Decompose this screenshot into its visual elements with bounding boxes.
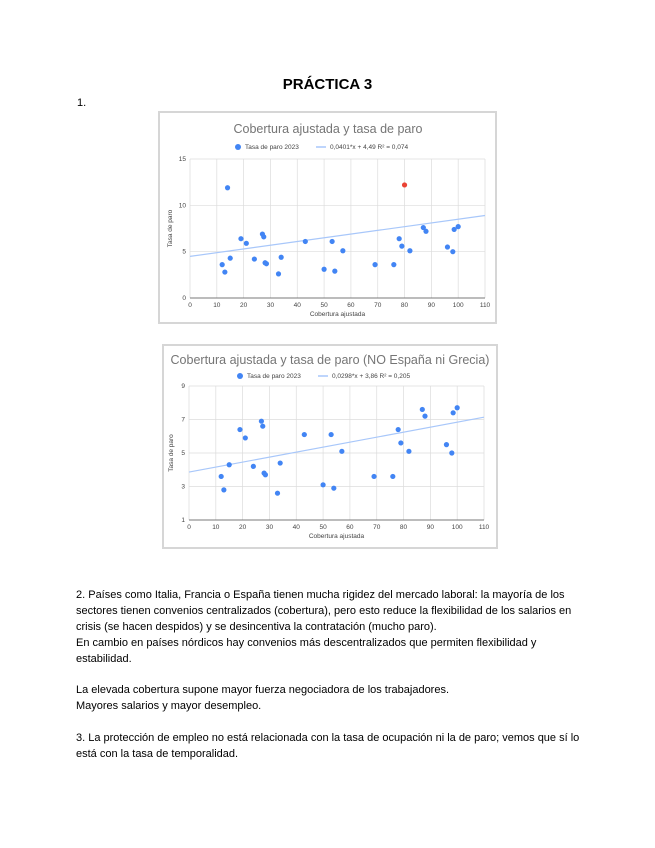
data-point [455, 405, 460, 410]
data-point [330, 239, 335, 244]
data-point [261, 234, 266, 239]
data-point [278, 460, 283, 465]
data-point [329, 432, 334, 437]
data-point [406, 449, 411, 454]
x-tick-label: 100 [452, 302, 464, 309]
data-point [251, 464, 256, 469]
answer-2-paragraph-2: En cambio en países nórdicos hay convenios más descentralizados que permiten flexibilidad y estabilidad. [76, 637, 537, 665]
data-point [275, 491, 280, 496]
data-point [332, 269, 337, 274]
chart-cobertura-paro-sin-espana-grecia [162, 344, 498, 549]
x-tick-label: 20 [239, 524, 247, 531]
data-point [423, 229, 428, 234]
data-point [260, 424, 265, 429]
data-point [321, 267, 326, 272]
y-tick-label: 1 [181, 517, 185, 524]
data-point [238, 236, 243, 241]
x-tick-label: 30 [266, 302, 275, 309]
x-tick-label: 70 [374, 302, 382, 309]
answer-2-paragraph-3: La elevada cobertura supone mayor fuerza negociadora de los trabajadores. [76, 684, 450, 696]
data-point [263, 472, 268, 477]
x-tick-label: 50 [319, 524, 327, 531]
y-tick-label: 0 [182, 295, 186, 302]
x-tick-label: 50 [320, 302, 328, 309]
y-tick-label: 9 [181, 383, 185, 390]
data-point [371, 474, 376, 479]
data-point [221, 487, 226, 492]
x-tick-label: 110 [478, 524, 490, 531]
x-tick-label: 0 [187, 524, 191, 531]
answer-3 [76, 730, 581, 762]
data-point [340, 248, 345, 253]
x-tick-label: 0 [188, 302, 192, 309]
x-tick-label: 60 [346, 524, 354, 531]
data-point [450, 249, 455, 254]
data-point [397, 236, 402, 241]
x-tick-label: 20 [240, 302, 248, 309]
data-point [252, 256, 257, 261]
x-tick-label: 90 [426, 524, 434, 531]
legend-series-marker [237, 373, 243, 379]
legend-series-label: Tasa de paro 2023 [245, 144, 299, 151]
data-point [225, 185, 230, 190]
y-tick-label: 10 [178, 202, 186, 210]
data-point [456, 224, 461, 229]
answer-2 [76, 587, 581, 667]
x-tick-label: 40 [292, 524, 300, 531]
data-point [219, 474, 224, 479]
data-point [303, 239, 308, 244]
x-axis-label: Cobertura ajustada [309, 311, 366, 318]
data-point [444, 442, 449, 447]
y-tick-label: 5 [181, 450, 185, 457]
data-point [276, 271, 281, 276]
x-tick-label: 100 [451, 524, 463, 531]
data-point [391, 262, 396, 267]
data-point [237, 427, 242, 432]
data-point [222, 269, 227, 274]
x-tick-label: 10 [212, 524, 220, 531]
data-point [220, 262, 225, 267]
answer-2-paragraph-4: Mayores salarios y mayor desempleo. [76, 700, 262, 712]
data-point [339, 449, 344, 454]
data-point [396, 427, 401, 432]
data-point [320, 482, 325, 487]
answer-3-paragraph-1: 3. La protección de empleo no está relacionada con la tasa de ocupación ni la de paro; vemos que sí lo está con la tasa de temporalidad. [76, 732, 580, 760]
data-point [399, 244, 404, 249]
answer-2-paragraph-1: 2. Países como Italia, Francia o España tienen mucha rigidez del mercado laboral: la mayoría de los sectores tienen convenios centralizados (cobertura), pero esto reduce la flexibilidad de los salarios en crisis (se hacen despidos) y se desincentiva la contratación (mucho paro). [76, 589, 572, 633]
x-tick-label: 40 [293, 302, 301, 309]
x-tick-label: 80 [400, 302, 409, 309]
question-1-number: 1. [77, 97, 87, 109]
chart-2-svg [164, 346, 496, 547]
chart-title: Cobertura ajustada y tasa de paro [233, 122, 423, 136]
x-tick-label: 90 [427, 302, 435, 309]
data-point [331, 486, 336, 491]
legend-series-label: Tasa de paro 2023 [247, 373, 301, 380]
chart-cobertura-paro [158, 111, 497, 324]
page-title: PRÁCTICA 3 [282, 76, 373, 93]
data-point [451, 410, 456, 415]
legend-series-marker [235, 144, 241, 150]
data-point [279, 255, 284, 260]
legend-trend-label: 0,0401*x + 4,49 R² = 0,074 [330, 144, 409, 151]
data-point [449, 450, 454, 455]
y-tick-label: 15 [178, 156, 186, 163]
y-tick-label: 7 [181, 416, 185, 424]
data-point [228, 256, 233, 261]
y-axis-label: Tasa de paro [167, 209, 174, 248]
y-tick-label: 5 [182, 248, 186, 256]
x-tick-label: 110 [479, 302, 491, 309]
trendline [190, 216, 485, 257]
y-axis-label: Tasa de paro [168, 434, 175, 472]
data-point [422, 414, 427, 419]
chart-title: Cobertura ajustada y tasa de paro (NO España ni Grecia) [170, 353, 490, 367]
chart-1-svg [160, 113, 495, 322]
data-point [445, 244, 450, 249]
data-point [259, 419, 264, 424]
data-point [243, 435, 248, 440]
x-tick-label: 80 [399, 524, 408, 531]
data-point [302, 432, 307, 437]
legend-trend-label: 0,0298*x + 3,86 R² = 0,205 [332, 373, 411, 380]
x-tick-label: 30 [265, 524, 274, 531]
answer-2-conclusion [76, 682, 581, 714]
data-point [227, 462, 232, 467]
data-point-highlighted [402, 182, 407, 187]
data-point [407, 248, 412, 253]
data-point [372, 262, 377, 267]
x-tick-label: 10 [213, 302, 221, 309]
x-tick-label: 60 [347, 302, 355, 309]
data-point [264, 261, 269, 266]
x-tick-label: 70 [373, 524, 381, 531]
x-axis-label: Cobertura ajustada [308, 533, 365, 540]
y-tick-label: 3 [181, 483, 185, 491]
data-point [390, 474, 395, 479]
data-point [420, 407, 425, 412]
data-point [398, 440, 403, 445]
data-point [244, 241, 249, 246]
trendline [189, 417, 484, 472]
